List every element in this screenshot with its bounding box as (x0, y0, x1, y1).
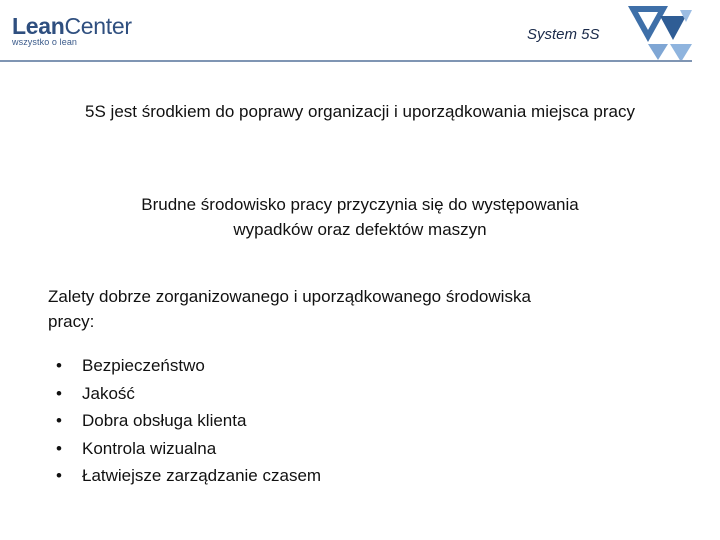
slide-header (0, 0, 720, 62)
bullet-icon: • (56, 438, 62, 458)
statement-purpose: 5S jest środkiem do poprawy organizacji i uporządkowania miejsca pracy (85, 102, 635, 121)
bullet-icon: • (56, 466, 62, 485)
benefits-intro: Zalety dobrze zorganizowanego i uporządkowanego środowiska pracy: (48, 287, 531, 331)
leancenter-logo (12, 14, 132, 47)
benefits-list (56, 352, 321, 490)
header-title: System 5S (527, 26, 600, 43)
statement-risk: Brudne środowisko pracy przyczynia się do występowania wypadków oraz defektów maszyn (141, 195, 579, 239)
list-item (56, 435, 321, 463)
benefit-label: Bezpieczeństwo (82, 356, 205, 375)
list-item (56, 462, 321, 490)
bullet-icon: • (56, 356, 62, 375)
bullet-icon: • (56, 411, 62, 430)
logo-tagline: wszystko o lean (12, 37, 78, 47)
logo-wordmark-bold: Lean (12, 13, 65, 39)
logo-wordmark (12, 14, 132, 38)
benefit-label: Łatwiejsze zarządzanie czasem (82, 466, 322, 485)
benefit-label: Dobra obsługa klienta (82, 411, 247, 430)
list-item (56, 352, 321, 380)
triangle-logo-icon (620, 2, 700, 64)
list-item (56, 407, 321, 435)
benefit-label: Kontrola wizualna (82, 438, 217, 458)
header-divider (0, 60, 692, 62)
bullet-icon: • (56, 383, 62, 403)
benefit-label: Jakość (82, 383, 135, 403)
list-item (56, 380, 321, 408)
logo-wordmark-regular: Center (64, 13, 132, 39)
